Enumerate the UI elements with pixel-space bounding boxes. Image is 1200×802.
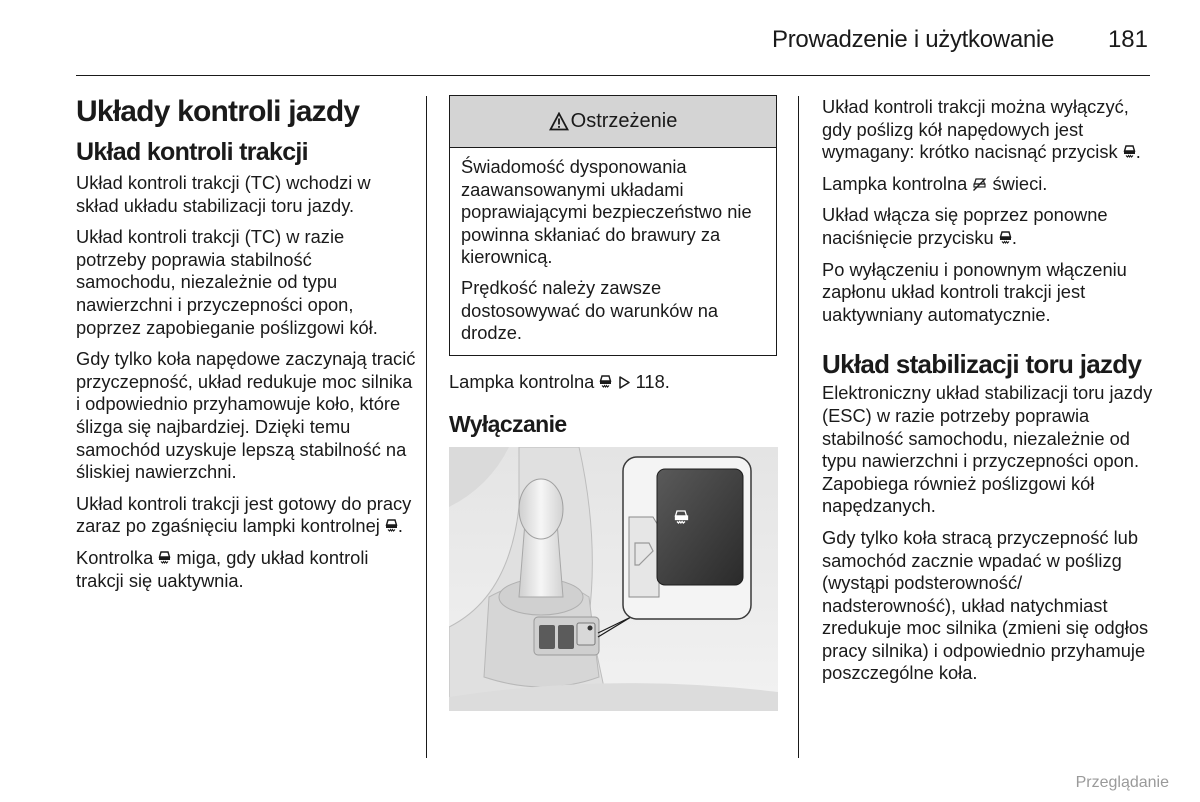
column-1 <box>76 94 416 601</box>
warning-header <box>450 96 776 148</box>
subsection-heading: Układ stabilizacji toru jazdy <box>822 349 1142 380</box>
traction-control-icon <box>999 231 1012 245</box>
subsection-heading: Układ kontroli trakcji <box>76 138 308 166</box>
page-header-title: Prowadzenie i użytkowanie <box>772 26 1054 53</box>
warning-paragraph: Świadomość dysponowania zaawansowanymi układami poprawiającymi bezpieczeństwo nie powinna skłaniać do brawury za kierownicą. <box>461 156 752 268</box>
page-reference-arrow-icon[interactable] <box>618 375 631 390</box>
warning-body <box>450 148 776 355</box>
column-2 <box>449 95 779 711</box>
paragraph: Gdy tylko koła stracą przyczepność lub samochód zacznie wpadać w poślizg (wystąpi podsterowność/ nadsterowność), układ natychmiast zredukuje moc silnika (zmieni się odgłos pracy silnika) i odpowiednio przyhamuje poszczególne koła. <box>822 526 1149 684</box>
paragraph: Kontrolka miga, gdy układ kontroli trakcji się uaktywnia. <box>76 546 369 591</box>
warning-triangle-icon <box>549 112 569 131</box>
paragraph: Po wyłączeniu i ponownym włączeniu zapłonu układ kontroli trakcji jest uaktywniany automatycznie. <box>822 258 1127 325</box>
paragraph: Układ kontroli trakcji (TC) wchodzi w skład układu stabilizacji toru jazdy. <box>76 172 371 216</box>
warning-paragraph: Prędkość należy zawsze dostosowywać do warunków na drodze. <box>461 276 719 344</box>
traction-control-icon <box>599 375 612 389</box>
header-rule <box>76 75 1150 76</box>
section-heading: Układy kontroli jazdy <box>76 95 360 128</box>
warning-title: Ostrzeżenie <box>570 110 678 132</box>
paragraph: Układ kontroli trakcji można wyłączyć, gdy poślizg kół napędowych jest wymagany: krótko nacisnąć przycisk . <box>822 96 1141 163</box>
lamp-reference: Lampka kontrolna 118. <box>449 370 670 392</box>
esc-off-icon <box>972 177 987 192</box>
subsection-heading: Wyłączanie <box>449 411 567 438</box>
paragraph: Gdy tylko koła napędowe zaczynają tracić przyczepność, układ redukuje moc silnika i odpowiednio przyhamowuje koło, które ślizga się najbardziej. Dzięki temu samochód uzyskuje lepszą stabilność na śliskiej nawierzchni. <box>76 348 416 483</box>
page-number: 181 <box>1107 26 1148 53</box>
browse-link[interactable]: Przeglądanie <box>1075 774 1169 791</box>
paragraph: Układ włącza się poprzez ponowne naciśnięcie przycisku . <box>822 204 1108 248</box>
traction-control-icon <box>385 519 398 533</box>
warning-box <box>449 95 777 356</box>
page-reference-link[interactable]: 118. <box>635 370 670 392</box>
column-3 <box>822 96 1157 694</box>
traction-control-icon <box>158 551 171 565</box>
column-divider-left <box>426 96 427 758</box>
paragraph: Elektroniczny układ stabilizacji toru jazdy (ESC) w razie potrzeby poprawia stabilność samochodu, niezależnie od typu nawierzchni i przyczepności opon. Zapobiega również poślizgowi kół napędzanych. <box>822 382 1153 517</box>
paragraph: Lampka kontrolna świeci. <box>822 172 1048 194</box>
paragraph-text: Układ kontroli trakcji jest gotowy do pracy zaraz po zgaśnięciu lampki kontrolnej <box>76 492 412 537</box>
column-divider-right <box>798 96 799 758</box>
traction-control-icon <box>1123 145 1136 159</box>
paragraph: Układ kontroli trakcji jest gotowy do pracy zaraz po zgaśnięciu lampki kontrolnej . <box>76 492 412 537</box>
gearshift-console-illustration <box>449 447 778 711</box>
paragraph: Układ kontroli trakcji (TC) w razie potrzeby poprawia stabilność samochodu, niezależnie od typu nawierzchni i przyczepności opon, poprzez zapobieganie poślizgowi kół. <box>76 226 378 338</box>
